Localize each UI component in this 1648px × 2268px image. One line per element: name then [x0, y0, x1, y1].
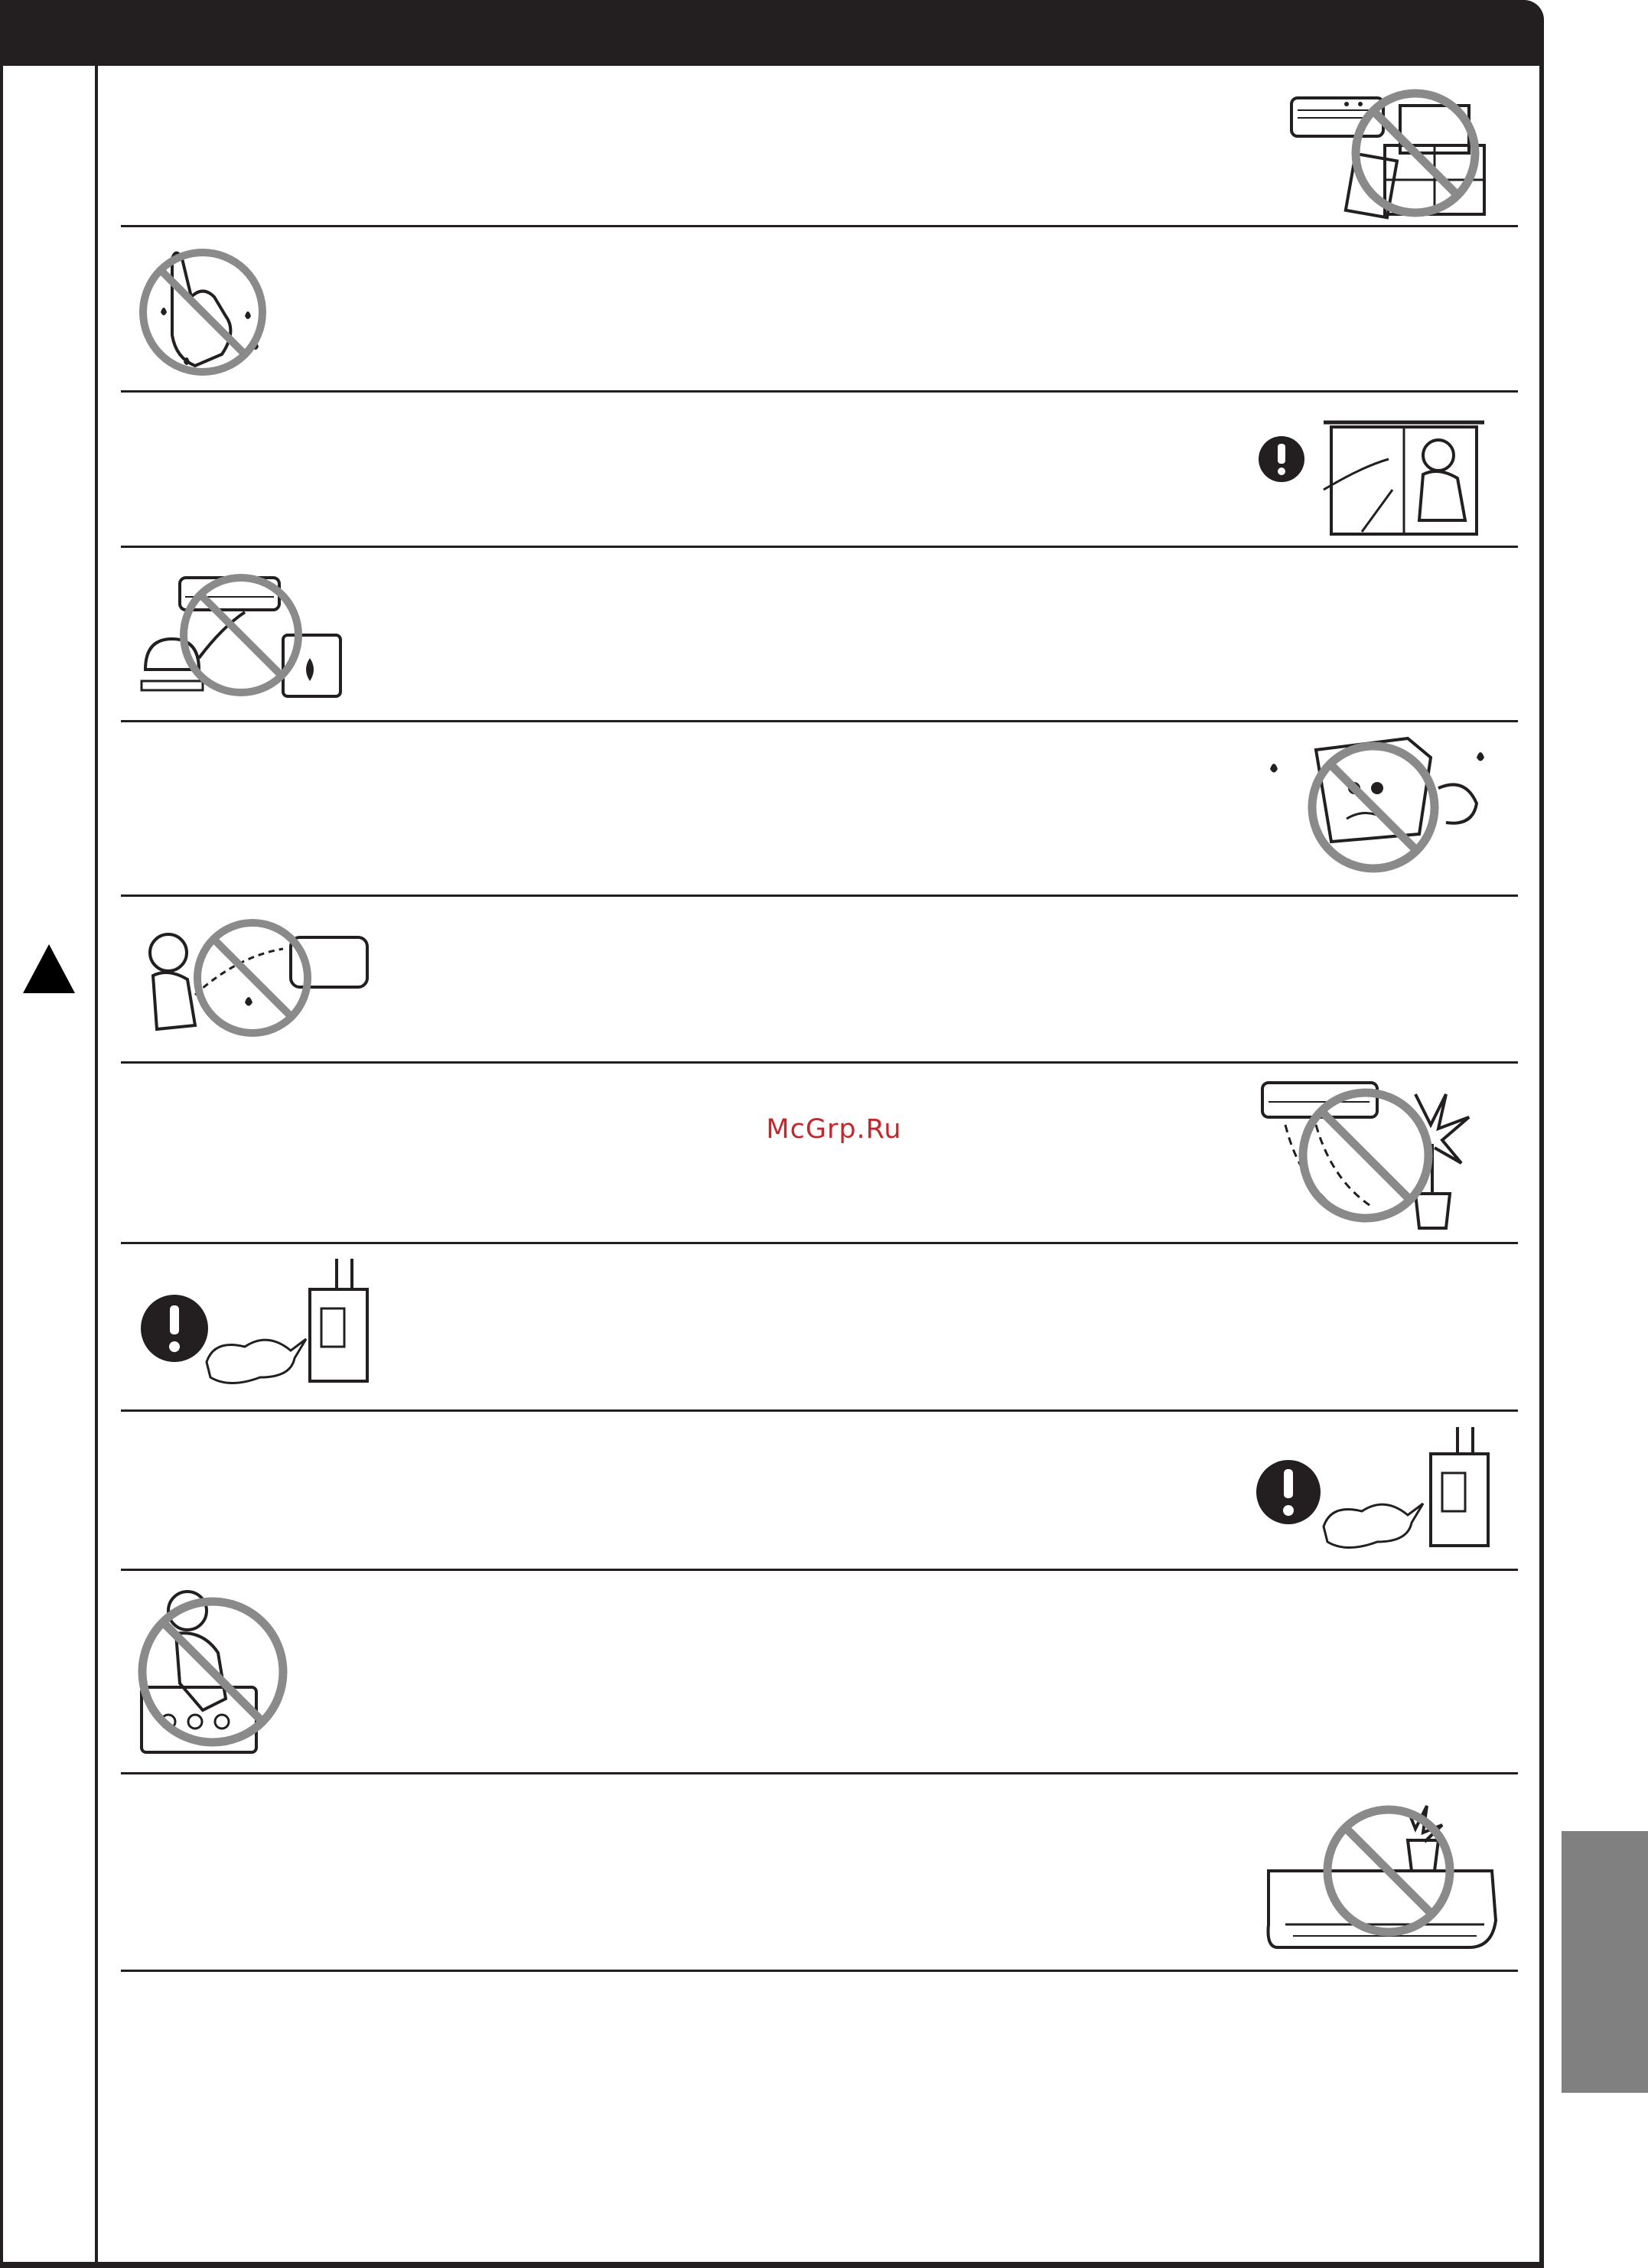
- frame-bottom: [0, 2262, 1544, 2268]
- section-divider: [121, 390, 1518, 393]
- kettle-and-heater-illustration: [138, 566, 375, 704]
- person-opening-window-illustration: [1255, 406, 1500, 539]
- wet-hand-illustration: [130, 243, 275, 381]
- person-hitting-unit-illustration: [1255, 735, 1507, 884]
- person-on-outdoor-unit-illustration: [134, 1584, 302, 1764]
- section-divider: [121, 1970, 1518, 1972]
- ac-unit-and-furniture-illustration: [1285, 84, 1500, 222]
- header-bar: [0, 0, 1544, 66]
- watermark: McGrp.Ru: [766, 1114, 902, 1145]
- frame-right: [1539, 66, 1544, 2268]
- section-divider: [121, 720, 1518, 722]
- section-divider: [121, 1569, 1518, 1571]
- airflow-on-plant-illustration: [1255, 1071, 1507, 1236]
- plant-on-indoor-unit-illustration: [1262, 1794, 1500, 1959]
- section-divider: [121, 546, 1518, 548]
- section-divider: [121, 1409, 1518, 1412]
- section-divider: [121, 225, 1518, 227]
- warning-triangle-icon: [21, 943, 77, 995]
- frame-left: [0, 66, 3, 2268]
- circuit-breaker-illustration: [138, 1255, 375, 1393]
- person-spraying-water-illustration: [138, 911, 375, 1048]
- circuit-breaker-illustration: [1255, 1423, 1500, 1557]
- side-tab: [1562, 1831, 1648, 2093]
- section-divider: [121, 1061, 1518, 1064]
- section-divider: [121, 894, 1518, 897]
- section-divider: [121, 1772, 1518, 1774]
- left-column-divider: [95, 66, 98, 2268]
- section-divider: [121, 1242, 1518, 1244]
